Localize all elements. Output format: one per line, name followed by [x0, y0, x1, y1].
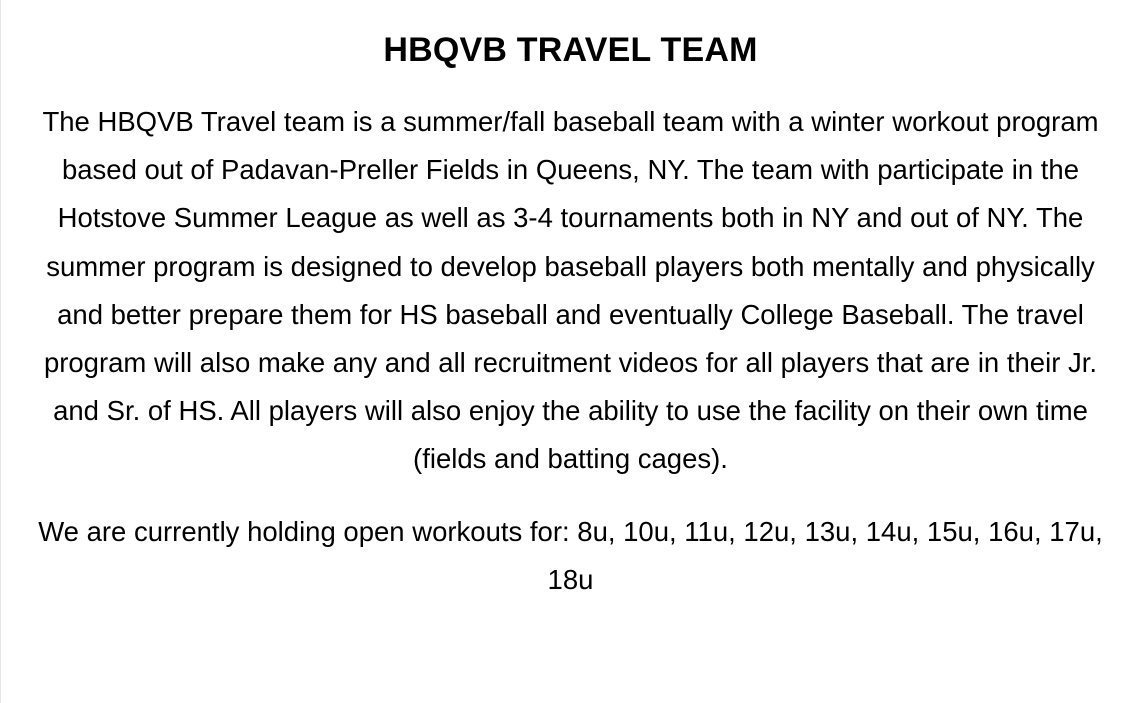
- open-workouts-text: We are currently holding open workouts for: 8u, 10u, 11u, 12u, 13u, 14u, 15u, 16u, 17u, 18u: [38, 515, 1103, 595]
- page-title: HBQVB TRAVEL TEAM: [383, 31, 758, 69]
- main-content: [21, 0, 1121, 604]
- team-description: The HBQVB Travel team is a summer/fall baseball team with a winter workout program based out of Padavan-Preller Fields in Queens, NY. The team with participate in the Hotstove Summer League as well as 3-4 tournaments both in NY and out of NY. The summer program is designed to develop baseball players both mentally and physically and better prepare them for HS baseball and eventually College Baseball. The travel program will also make any and all recruitment videos for all players that are in their Jr. and Sr. of HS. All players will also enjoy the ability to use the facility on their own time (fields and batting cages).: [42, 106, 1099, 475]
